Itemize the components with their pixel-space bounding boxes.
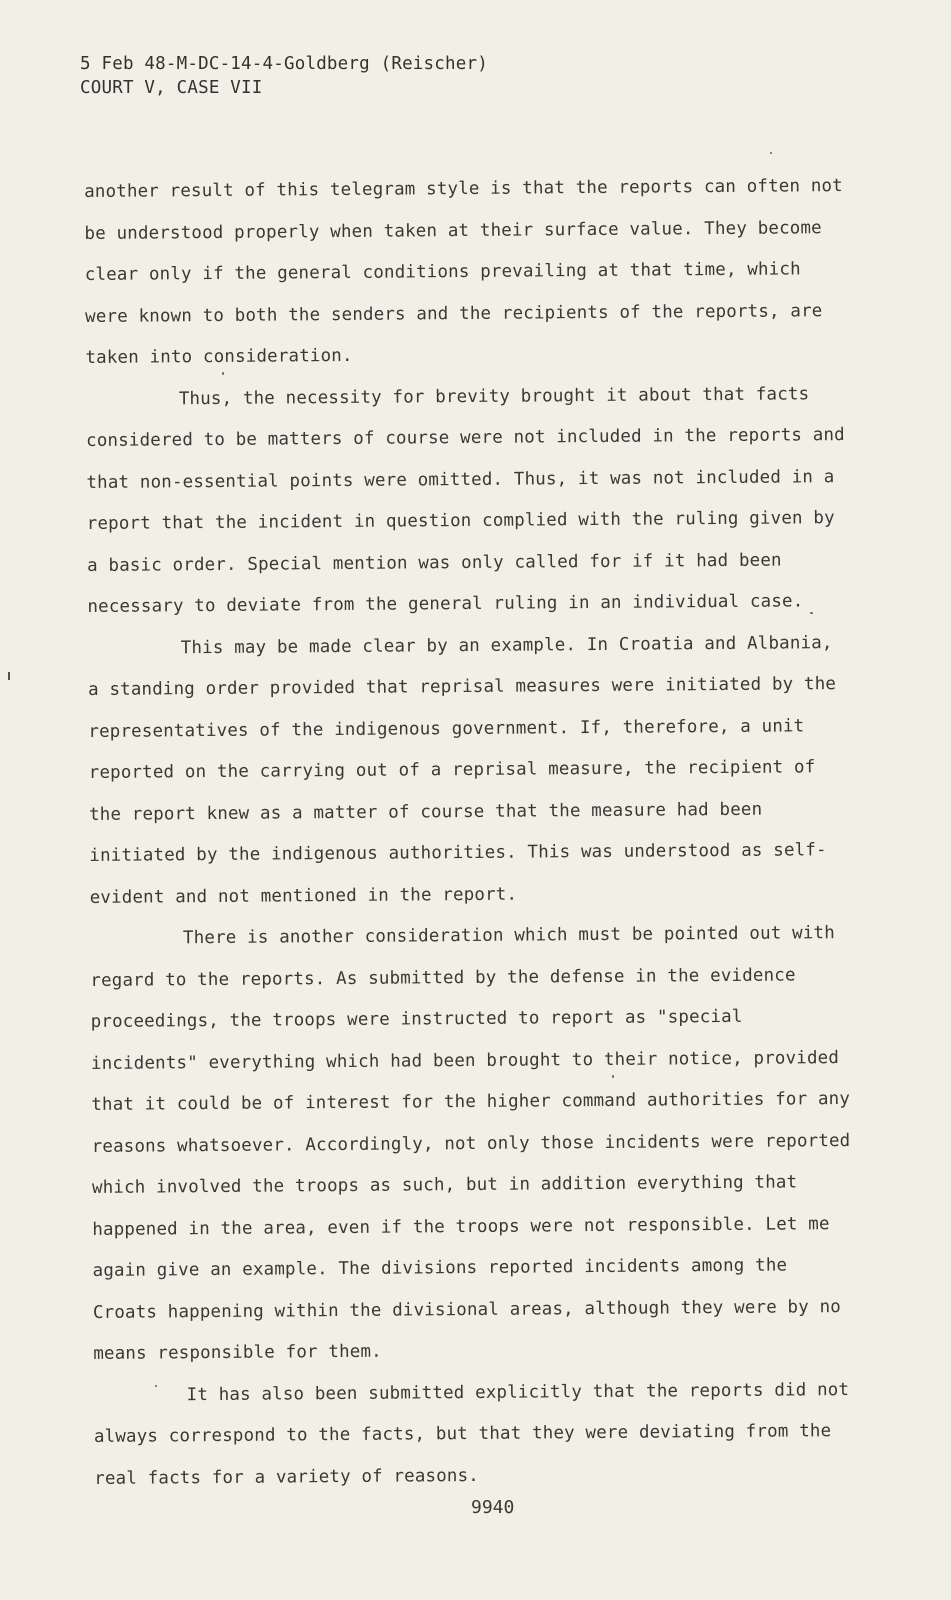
document-header [80, 52, 488, 100]
paragraph-2: Thus, the necessity for brevity brought it about that facts considered to be matters of course were not included in the reports and that non-essential points were omitted. Thus, it was not included in a report that the incident in question complied with the ruling given by a basic order. Special mention was only called for if it had been necessary to deviate from the general ruling in an individual case. [86, 383, 845, 617]
paper-speck [612, 1075, 614, 1078]
paper-speck [155, 1385, 157, 1387]
paragraph-5: It has also been submitted explicitly that the reports did not always correspond to the facts, but that they were deviating from the real facts for a variety of reasons. [93, 1379, 850, 1489]
document-body [84, 166, 854, 1500]
paragraph-3: This may be made clear by an example. In Croatia and Albania, a standing order provided that reprisal measures were initiated by the representatives of the indigenous government. If, therefore, a unit reported on the carrying out of a reprisal measure, the recipient of the report knew as a matter of course that the measure had been initiated by the indigenous authorities. This was understood as self-evident and not mentioned in the report. [87, 632, 837, 908]
paper-speck [770, 152, 772, 154]
header-court-line: COURT V, CASE VII [80, 78, 263, 98]
page-number: 9940 [471, 1497, 515, 1518]
header-reference-line: 5 Feb 48-M-DC-14-4-Goldberg (Reischer) [80, 54, 488, 74]
paragraph-4: There is another consideration which must be pointed out with regard to the reports. As submitted by the defense in the evidence proceedings, the troops were instructed to report as "special incidents" everything which had been brought to their notice, provided that it could be of interest for the higher command authorities for any reasons whatsoever. Accordingly, not only those incidents were reported which involved the troops as such, but in addition everything that happened in the area, even if the troops were not responsible. Let me again give an example. The divisions reported incidents among the Croats happening within the divisional areas, although they were by no means responsible for them. [90, 923, 851, 1364]
paper-speck [222, 372, 224, 375]
margin-mark [8, 672, 10, 680]
paper-speck [810, 612, 813, 614]
paragraph-1: another result of this telegram style is that the reports can often not be understood properly when taken at their surface value. They become clear only if the general conditions prevailing at that time, which were known to both the senders and the recipients of the reports, are taken into consideration. [84, 176, 843, 368]
